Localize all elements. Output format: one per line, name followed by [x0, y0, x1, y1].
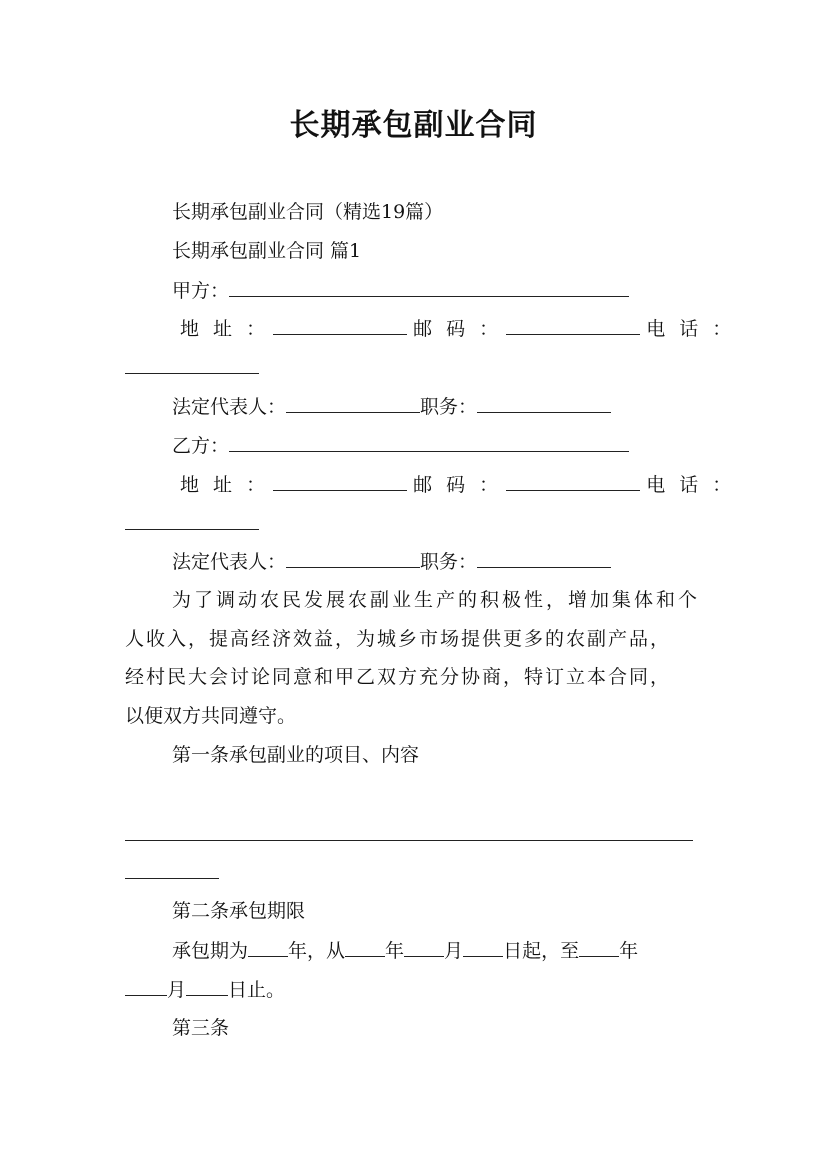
start-day-blank: [463, 938, 503, 957]
party-a-rep-line: [172, 394, 611, 419]
party-b-address-label: 地 址 ：: [180, 474, 270, 496]
article-1-blank-long: [125, 840, 693, 841]
party-b-post-blank: [477, 549, 611, 568]
start-year-blank: [345, 938, 385, 957]
party-a-post-blank: [477, 394, 611, 413]
end-year-blank: [579, 938, 619, 957]
party-a-blank: [229, 278, 629, 297]
party-a-rep-label: 法定代表人：: [172, 396, 287, 418]
chapter-heading: 长期承包副业合同 篇1: [172, 240, 362, 262]
end-month-blank: [125, 977, 167, 996]
term-text-1: 承包期为: [172, 940, 249, 962]
party-b-contact-line: [180, 472, 735, 497]
party-a-phone-blank: [125, 373, 259, 374]
party-a-postcode-blank: [506, 316, 640, 335]
term-text-8: 日止。: [228, 979, 286, 1001]
party-b-phone-label: 电 话 ：: [646, 474, 736, 496]
term-text-3: 年: [385, 940, 405, 962]
party-b-phone-blank: [125, 529, 259, 530]
party-b-rep-line: [172, 549, 611, 574]
party-a-address-label: 地 址 ：: [180, 318, 270, 340]
term-text-5: 日起，至: [503, 940, 580, 962]
end-day-blank: [186, 977, 228, 996]
preamble-line-1: 为了调动农民发展农副业生产的积极性，增加集体和个: [172, 589, 701, 611]
party-a-contact-line: [180, 316, 735, 341]
party-b-label: 乙方：: [172, 435, 230, 457]
term-text-7: 月: [167, 979, 187, 1001]
article-1-heading: 第一条承包副业的项目、内容: [172, 744, 420, 766]
party-b-blank: [229, 433, 629, 452]
subtitle: 长期承包副业合同（精选19篇）: [172, 201, 444, 223]
preamble-line-4: 以便双方共同遵守。: [125, 705, 297, 727]
party-a-line: [172, 278, 629, 303]
party-a-rep-blank: [286, 394, 420, 413]
preamble-line-3: 经村民大会讨论同意和甲乙双方充分协商，特订立本合同，: [125, 666, 672, 688]
party-a-postcode-label: 邮 码 ：: [413, 318, 503, 340]
term-line-1: [172, 938, 638, 963]
party-b-postcode-blank: [506, 472, 640, 491]
party-a-phone-label: 电 话 ：: [646, 318, 736, 340]
party-a-address-blank: [273, 316, 407, 335]
party-b-post-label: 职务：: [420, 551, 478, 573]
document-title: 长期承包副业合同: [289, 108, 538, 143]
party-b-rep-blank: [286, 549, 420, 568]
party-b-line: [172, 433, 629, 458]
party-b-address-blank: [273, 472, 407, 491]
party-b-postcode-label: 邮 码 ：: [413, 474, 503, 496]
term-text-6: 年: [619, 940, 639, 962]
party-a-post-label: 职务：: [420, 396, 478, 418]
term-text-2: 年，从: [288, 940, 346, 962]
term-line-2: [125, 977, 285, 1002]
party-a-label: 甲方：: [172, 280, 230, 302]
party-b-rep-label: 法定代表人：: [172, 551, 287, 573]
article-3-heading: 第三条: [172, 1017, 230, 1039]
preamble-line-2: 人收入，提高经济效益，为城乡市场提供更多的农副产品，: [125, 628, 672, 650]
article-2-heading: 第二条承包期限: [172, 900, 306, 922]
term-text-4: 月: [444, 940, 464, 962]
term-years-blank: [248, 938, 288, 957]
start-month-blank: [404, 938, 444, 957]
article-1-blank-short: [125, 878, 219, 879]
